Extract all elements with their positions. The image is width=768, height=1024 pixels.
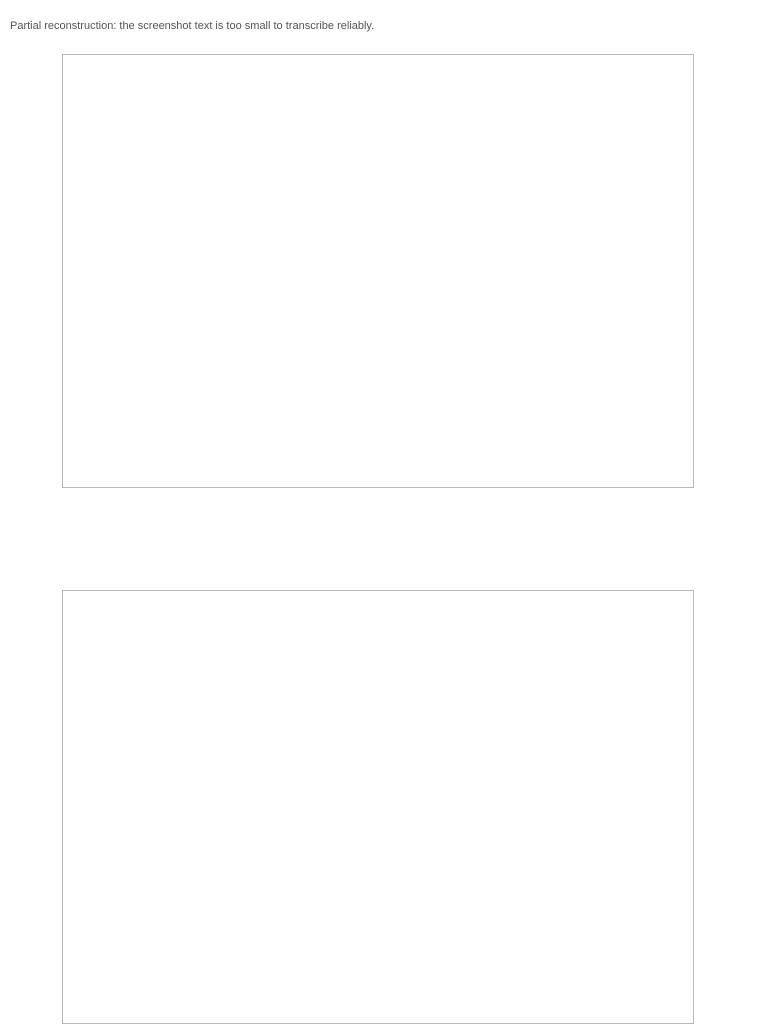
page-2: [0, 590, 768, 1024]
page-1: [0, 54, 768, 488]
table-frame: [62, 590, 694, 1024]
table-frame: [62, 54, 694, 488]
reconstruction-note: Partial reconstruction: the screenshot text is too small to transcribe reliably.: [10, 20, 375, 32]
